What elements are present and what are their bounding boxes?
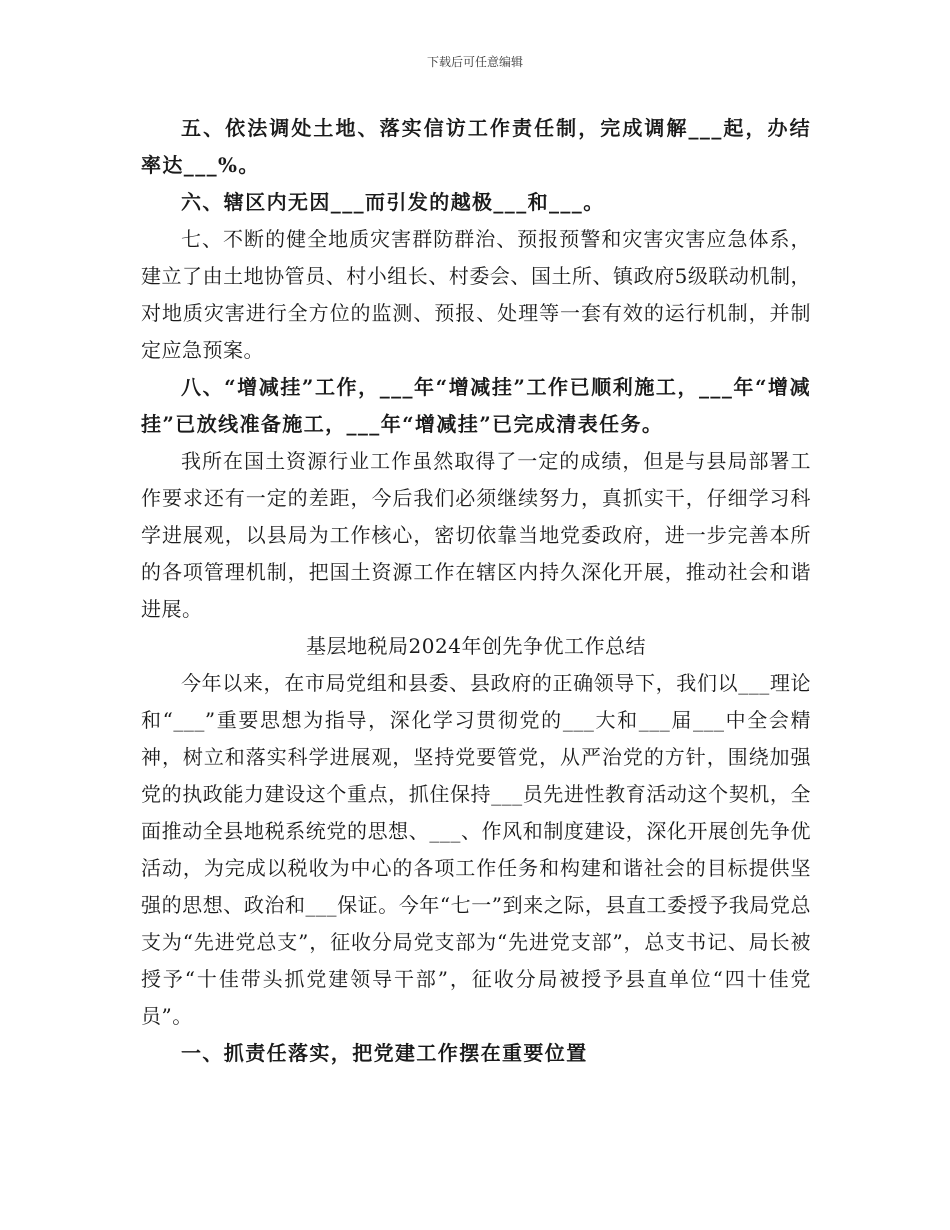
document-body (141, 110, 811, 1072)
document-title: 基层地税局2024年创先争优工作总结 (306, 634, 646, 658)
paragraph-six-petition: 六、辖区内无因___而引发的越极___和___。 (181, 190, 605, 214)
paragraph-eight-land: 八、“增减挂”工作，___年“增减挂”工作已顺利施工，___年“增减挂”已放线准备施工，___年“增减挂”已完成清表任务。 (141, 375, 811, 436)
paragraph-conclusion: 我所在国土资源行业工作虽然取得了一定的成绩，但是与县局部署工作要求还有一定的差距，今后我们必须继续努力，真抓实干，仔细学习科学进展观，以县局为工作核心，密切依靠当地党委政府，进一步完善本所的各项管理机制，把国土资源工作在辖区内持久深化开展，推动社会和谐进展。 (141, 449, 811, 621)
paragraph-five-mediation: 五、依法调处土地、落实信访工作责任制，完成调解___起，办结率达___%。 (141, 116, 811, 177)
section-heading-one: 一、抓责任落实，把党建工作摆在重要位置 (181, 1041, 588, 1065)
page-header: 下载后可任意编辑 (426, 55, 523, 69)
paragraph-intro: 今年以来，在市局党组和县委、县政府的正确领导下，我们以___理论和“___”重要思想为指导，深化学习贯彻党的___大和___届___中全会精神，树立和落实科学进展观，坚持党要管党，从严治党的方针，围绕加强党的执政能力建设这个重点，抓住保持___员先进性教育活动这个契机，全面推动全县地税系统党的思想、___、作风和制度建设，深化开展创先争优活动，为完成以税收为中心的各项工作任务和构建和谐社会的目标提供坚强的思想、政治和___保证。今年“七一”到来之际，县直工委授予我局党总支为“先进党总支”，征收分局党支部为“先进党支部”，总支书记、局长被授予“十佳带头抓党建领导干部”，征收分局被授予县直单位“四十佳党员”。 (141, 671, 811, 1028)
paragraph-seven-disaster: 七、不断的健全地质灾害群防群治、预报预警和灾害灾害应急体系，建立了由土地协管员、村小组长、村委会、国土所、镇政府5级联动机制，对地质灾害进行全方位的监测、预报、处理等一套有效的运行机制，并制定应急预案。 (141, 227, 811, 362)
